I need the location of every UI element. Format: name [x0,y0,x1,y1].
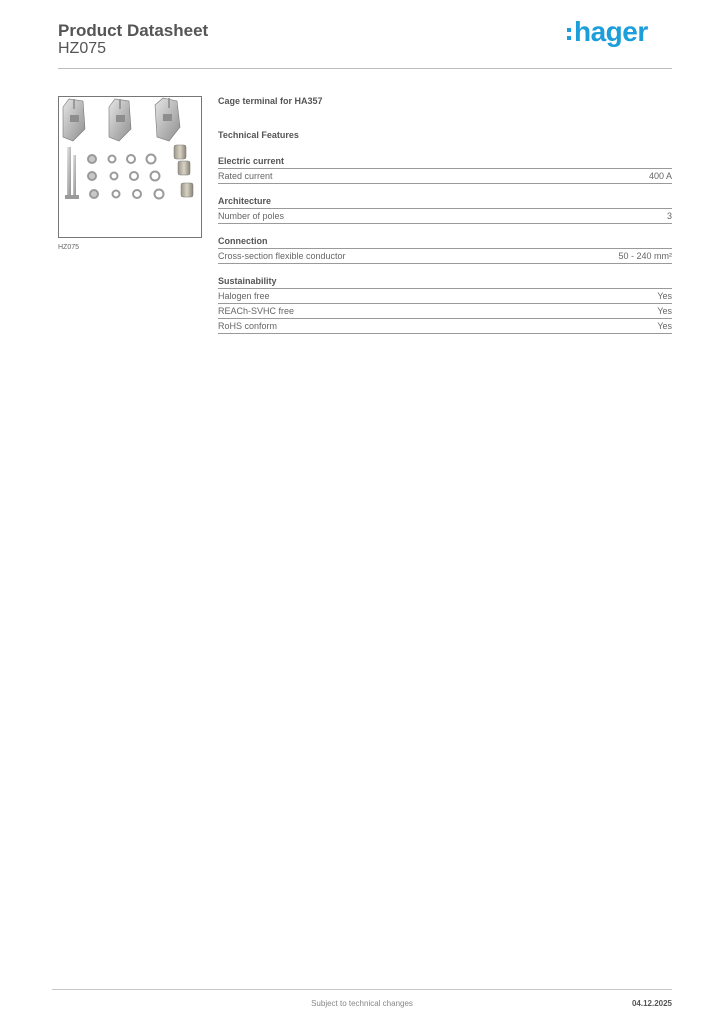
footer-date: 04.12.2025 [631,999,672,1008]
product-photo-image [59,97,201,237]
page-title: Product Datasheet [58,21,209,40]
table-row [218,319,672,334]
row-value: Yes [657,306,672,316]
cage-clamp-1 [63,99,85,141]
row-label: Rated current [218,171,273,181]
section-title: Sustainability [218,275,672,289]
washers [88,155,164,199]
cage-clamp-2 [109,99,131,141]
row-label: Halogen free [218,291,270,301]
spacer-sleeves [174,145,193,197]
logo-dots-icon [567,28,571,40]
product-photo [58,96,202,238]
footer-divider [52,989,672,990]
cage-clamp-3 [155,98,180,141]
row-value: 3 [666,211,672,221]
row-value: 400 A [648,171,672,181]
footer-note: Subject to technical changes [311,999,413,1008]
row-label: Cross-section flexible conductor [218,251,346,261]
datasheet-content [218,96,672,334]
row-value: Yes [657,291,672,301]
row-value: 50 - 240 mm² [618,251,672,261]
section-connection [218,235,672,264]
header-divider [58,68,672,69]
section-title: Connection [218,235,672,249]
product-name: Cage terminal for HA357 [218,96,323,106]
section-sustainability [218,275,672,334]
photo-caption: HZ075 [58,244,80,251]
section-title: Architecture [218,195,672,209]
logo-text: hager [574,16,648,47]
table-row [218,289,672,304]
hager-logo [567,16,648,48]
table-row [218,169,672,184]
table-row [218,209,672,224]
row-label: Number of poles [218,211,285,221]
row-value: Yes [657,321,672,331]
row-label: REACh-SVHC free [218,306,295,316]
section-title: Electric current [218,155,672,169]
row-label: RoHS conform [218,321,278,331]
table-row [218,304,672,319]
product-code: HZ075 [58,40,107,57]
bolts [65,147,79,199]
section-architecture [218,195,672,224]
table-row [218,249,672,264]
features-heading: Technical Features [218,130,299,140]
section-electric-current [218,155,672,184]
